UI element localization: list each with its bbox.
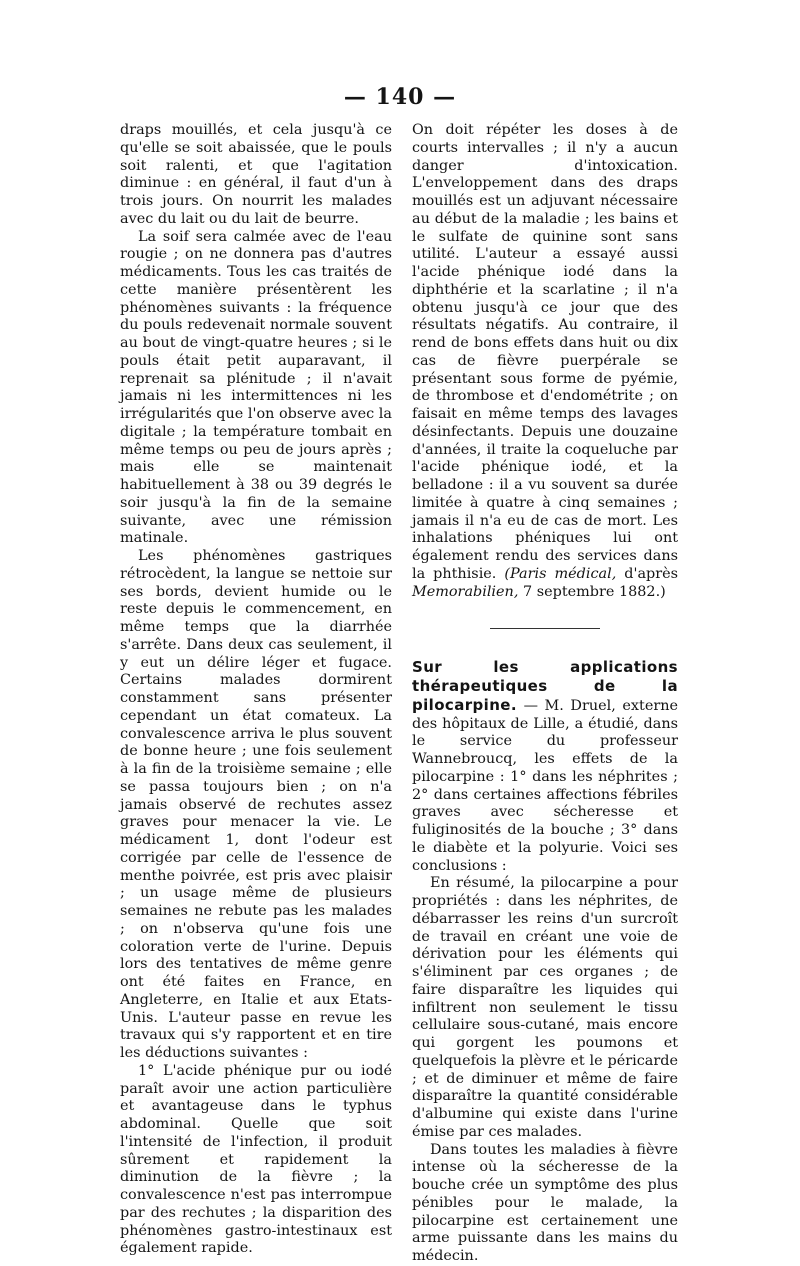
right-column (412, 122, 678, 1266)
section-paragraph (412, 659, 678, 875)
page-number: — 140 — (343, 84, 457, 110)
left-paragraph-2: La soif sera calmée avec de l'eau rougie ; on ne donnera pas d'autres médicaments. Tous les cas traités de cette manière présentèrent les phénomènes suivants : la fréquence du pouls redevenait normale souvent au bout de vingt-quatre heures ; si le pouls était petit auparavant, il reprenait sa plénitude ; il n'avait jamais ni les intermittences ni les irrégularités que l'on observe avec la digitale ; la température tombait en même temps ou peu de jours après ; mais elle se maintenait habituellement à 38 ou 39 degrés le soir jusqu'à la fin de la semaine suivante, avec une rémission matinale. (120, 228, 392, 547)
left-paragraph-1: draps mouillés, et cela jusqu'à ce qu'elle se soit abaissée, que le pouls soit ralenti, et que l'agitation diminue : en général, il faut d'un à trois jours. On nourrit les malades avec du lait ou du lait de beurre. (120, 122, 392, 227)
right-paragraph-3: En résumé, la pilocarpine a pour propriétés : dans les néphrites, de débarrasser les reins d'un surcroît de travail en créant une voie de dérivation pour les éléments qui s'éliminent par ces organes ; de faire disparaître les liquides qui infiltrent non seulement le tissu cellulaire sous-cutané, mais encore qui gorgent les poumons et quelquefois la plèvre et le péricarde ; et de diminuer et même de faire disparaître la quantité considérable d'albumine qui existe dans l'urine émise par ces malades. (412, 875, 678, 1140)
section-divider (490, 628, 600, 629)
left-paragraph-3: Les phénomènes gastriques rétrocèdent, la langue se nettoie sur ses bords, devient humide ou le reste depuis le commencement, en même temps que la diarrhée s'arrête. Dans deux cas seulement, il y eut un délire léger et fugace. Certains malades dormirent constamment sans présenter cependant un état comateux. La convalescence arriva le plus souvent de bonne heure ; une fois seulement à la fin de la troisième semaine ; elle se passa toujours bien ; on n'a jamais observé de rechutes assez graves pour menacer la vie. Le médicament 1, dont l'odeur est corrigée par celle de l'essence de menthe poivrée, est pris avec plaisir ; un usage même de plusieurs semaines ne rebute pas les malades ; on n'observa qu'une fois une coloration verte de l'urine. Depuis lors des tentatives de même genre ont été faites en France, en Angleterre, en Italie et aux Etats-Unis. L'auteur passe en revue les travaux qui s'y rapportent et en tire les déductions suivantes : (120, 548, 392, 1061)
left-column (120, 122, 392, 1258)
citation-date: 7 septembre 1882.) (518, 583, 666, 600)
right-paragraph-2: — M. Druel, externe des hôpitaux de Lille, a étudié, dans le service du professeur Wannebroucq, les effets de la pilocarpine : 1° dans les néphrites ; 2° dans certaines affections fébriles graves avec sécheresse et fuliginosités de la bouche ; 3° dans le diabète et la polyurie. Voici ses conclusions : (412, 697, 678, 874)
right-paragraph-1 (412, 122, 678, 601)
right-paragraph-4: Dans toutes les maladies à fièvre intense où la sécheresse de la bouche crée un symptôme des plus pénibles pour le malade, la pilocarpine est certainement une arme puissante dans les mains du médecin. (412, 1141, 678, 1264)
section-title: Sur les applications thérapeutiques de la pilocarpine. (412, 658, 678, 714)
citation-source: (Paris médical, (504, 565, 617, 582)
citation-journal: Memorabilien, (412, 583, 519, 600)
right-paragraph-1-text: On doit répéter les doses à de courts intervalles ; il n'y a aucun danger d'intoxication. L'enveloppement dans des draps mouillés est un adjuvant nécessaire au début de la maladie ; les bains et le sulfate de quinine sont sans utilité. L'auteur a essayé aussi l'acide phénique iodé dans la diphthérie et la scarlatine ; il n'a obtenu jusqu'à ce jour que des résultats négatifs. Au contraire, il rend de bons effets dans huit ou dix cas de fièvre puerpérale se présentant sous forme de pyémie, de thrombose et d'endométrite ; on faisait en même temps des lavages désinfectants. Depuis une douzaine d'années, il traite la coqueluche par l'acide phénique iodé, et la belladone : il a vu souvent sa durée limitée à quatre à cinq semaines ; jamais il n'a eu de cas de mort. Les inhalations phéniques lui ont également rendu des services dans la phthisie. (412, 122, 678, 582)
left-paragraph-4: 1° L'acide phénique pur ou iodé paraît avoir une action particulière et avantageuse dans le typhus abdominal. Quelle que soit l'intensité de l'infection, il produit sûrement et rapidement la diminution de la fièvre ; la convalescence n'est pas interrompue par des rechutes ; la disparition des phénomènes gastro-intestinaux est également rapide. (120, 1062, 392, 1257)
citation-mid: d'après (616, 565, 679, 582)
